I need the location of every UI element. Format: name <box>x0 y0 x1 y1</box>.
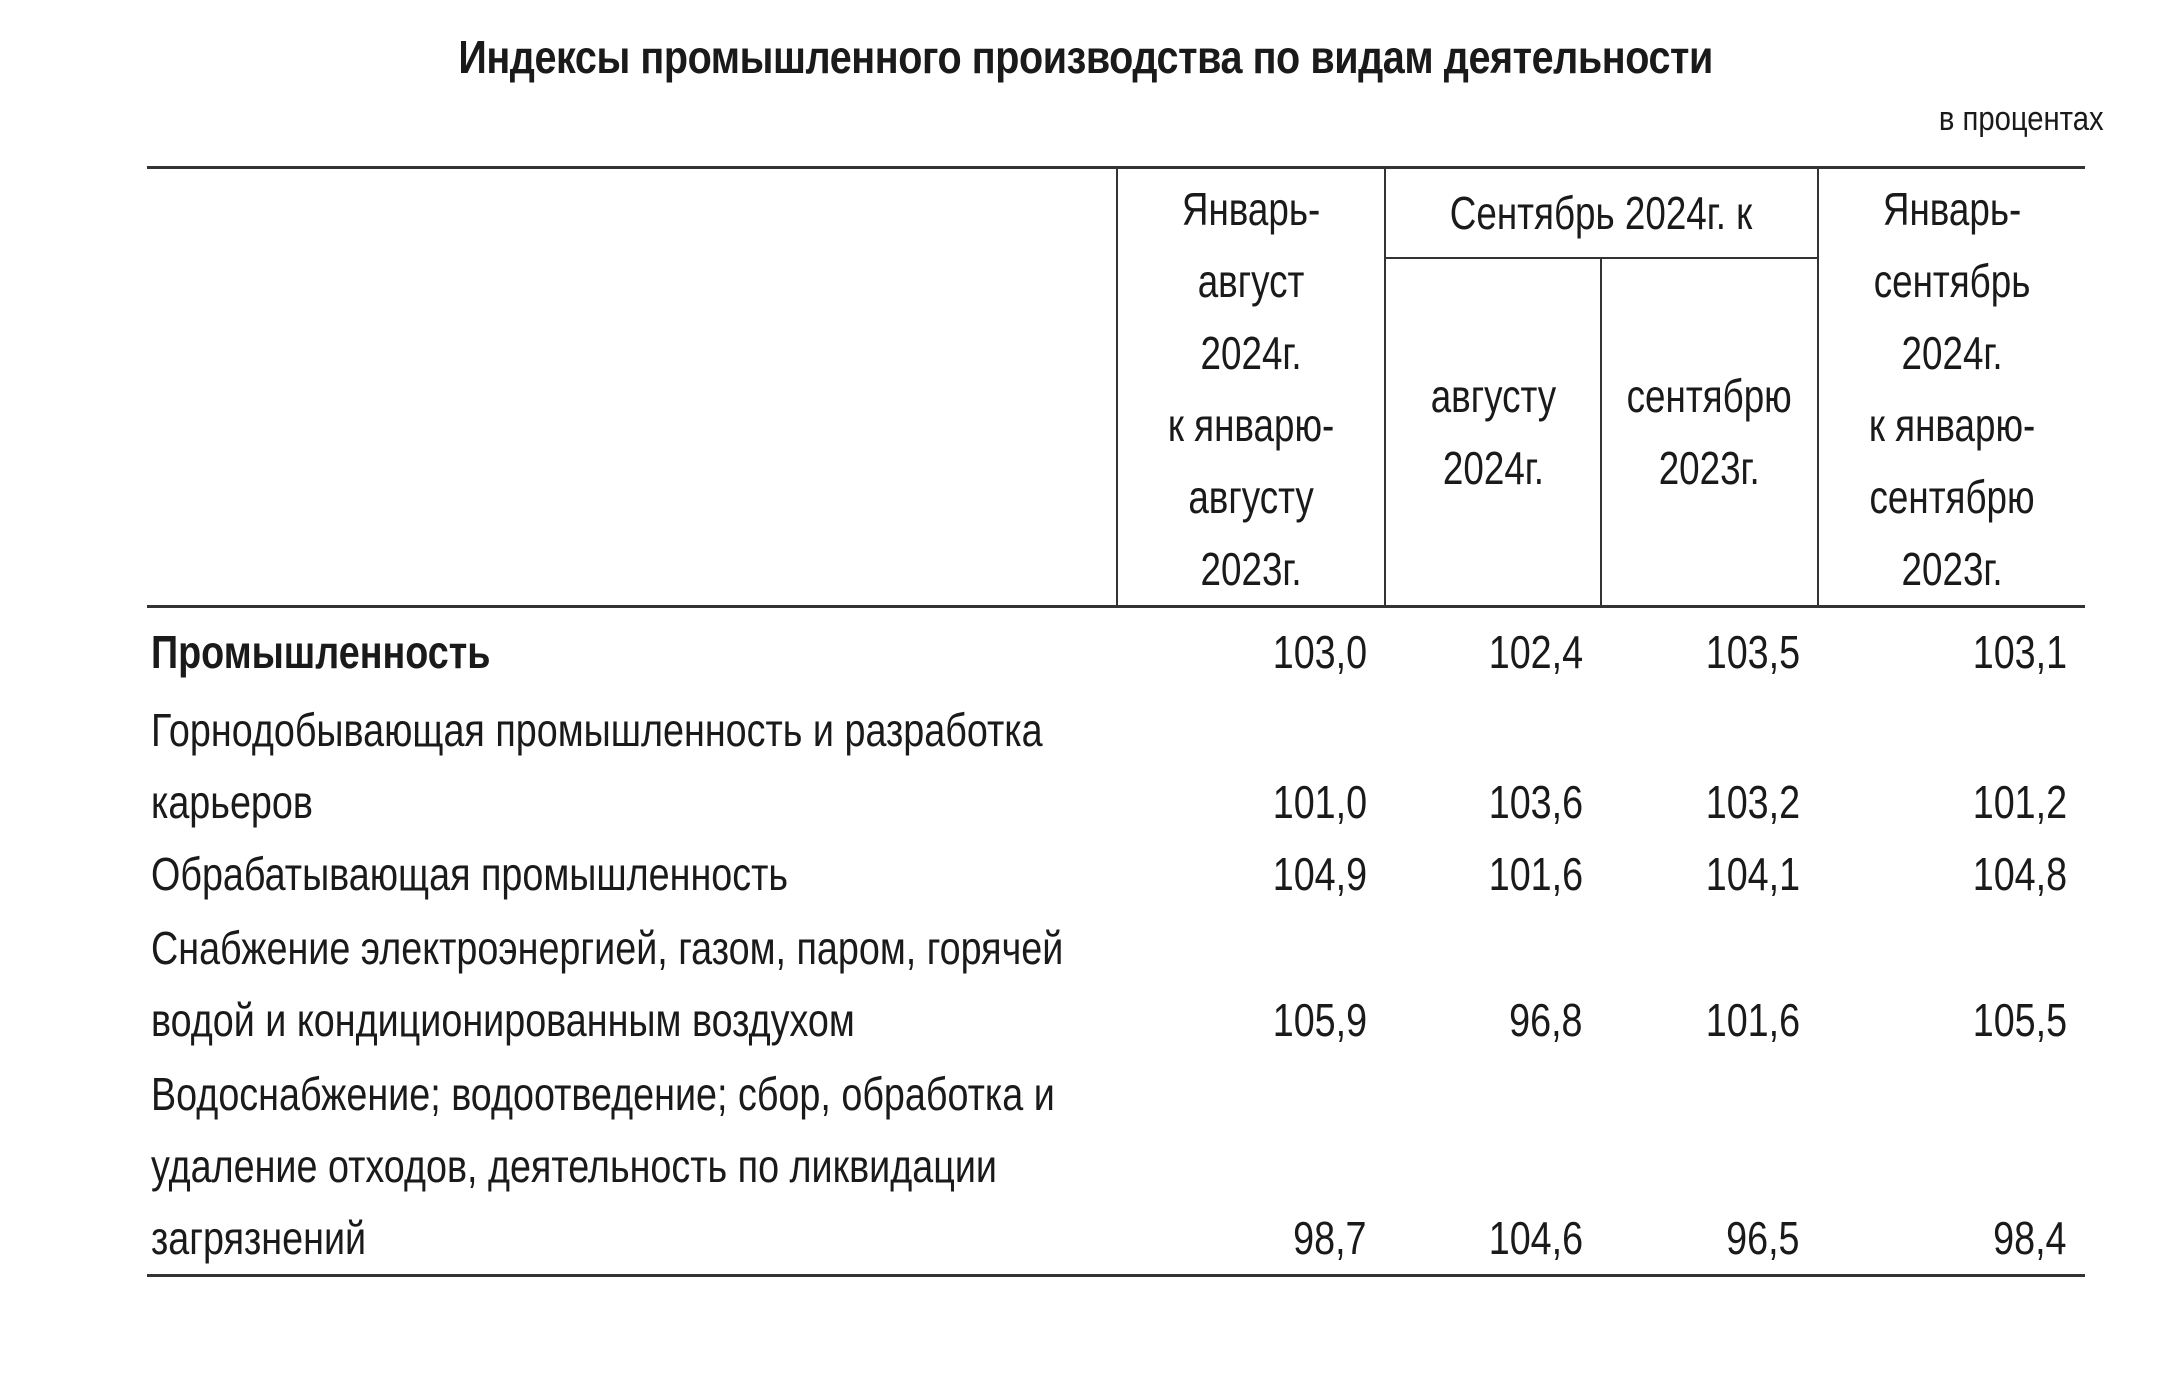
cell-value: 104,8 <box>1972 848 2068 900</box>
row-label: Водоснабжение; водоотведение; сбор, обработка и удаление отходов, деятельность по ликвидации загрязнений <box>147 1056 1117 1276</box>
cell-value: 98,4 <box>1818 1056 2085 1276</box>
indices-table <box>147 166 2085 1277</box>
header-jan-aug: Январь- август 2024г. к январю- августу 2023г. <box>1117 168 1385 607</box>
cell-value: 98,7 <box>1117 1056 1385 1276</box>
cell-value: 96,5 <box>1601 1056 1818 1276</box>
cell-value: 103,0 <box>1272 626 1367 678</box>
cell-value: 101,6 <box>1705 994 1801 1046</box>
cell-value: 104,1 <box>1705 848 1801 900</box>
cell-value: 96,8 <box>1509 994 1583 1046</box>
cell-value: 103,1 <box>1972 626 2068 678</box>
cell-value: 105,5 <box>1972 994 2068 1046</box>
cell-value: 101,0 <box>1272 776 1367 828</box>
page-title: Индексы промышленного производства по видам деятельности <box>458 31 1713 83</box>
row-label: Снабжение электроэнергией, газом, паром, горячей водой и кондиционированным воздухом <box>151 922 1064 1046</box>
cell-value: 104,9 <box>1272 848 1367 900</box>
cell-value: 103,6 <box>1488 776 1583 828</box>
header-to-august: августу 2024г. <box>1385 258 1601 607</box>
table-row <box>147 838 2085 910</box>
header-blank-cell <box>147 168 1117 607</box>
cell-value: 104,6 <box>1385 1056 1601 1276</box>
table-row <box>147 1056 2085 1276</box>
table-row <box>147 688 2085 838</box>
row-label: Обрабатывающая промышленность <box>151 848 789 900</box>
cell-value: 103,5 <box>1705 626 1801 678</box>
row-label: Промышленность <box>151 626 491 678</box>
units-note: в процентах <box>1939 100 2104 138</box>
cell-value: 102,4 <box>1488 626 1583 678</box>
table-row <box>147 607 2085 689</box>
cell-value: 103,2 <box>1705 776 1801 828</box>
header-to-september: сентябрю 2023г. <box>1601 258 1818 607</box>
cell-value: 101,2 <box>1972 776 2068 828</box>
row-label: Горнодобывающая промышленность и разработка карьеров <box>151 704 1043 828</box>
cell-value: 105,9 <box>1272 994 1367 1046</box>
header-jan-sep: Январь- сентябрь 2024г. к январю- сентябрю 2023г. <box>1818 168 2085 607</box>
table-row <box>147 910 2085 1056</box>
header-group-september: Сентябрь 2024г. к <box>1385 168 1818 259</box>
cell-value: 101,6 <box>1488 848 1583 900</box>
